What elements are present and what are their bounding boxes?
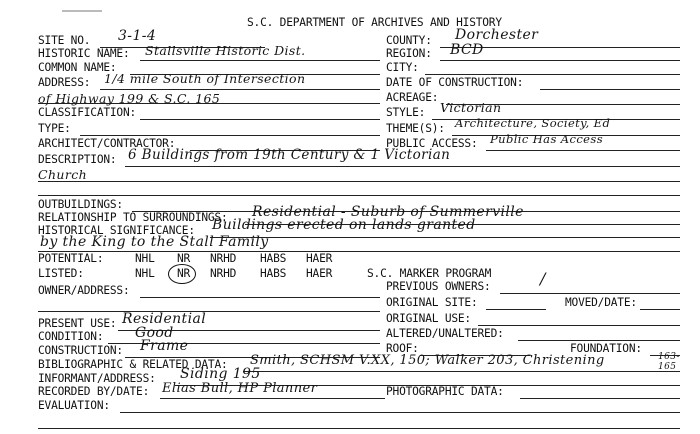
address-value-2: of Highway 199 & S.C. 165 [38, 91, 221, 106]
style-value: Victorian [440, 100, 502, 115]
style-label: STYLE: [386, 106, 426, 119]
condition-value: Good [135, 325, 174, 341]
description-line-1 [125, 166, 680, 167]
listed-nr: NR [177, 267, 191, 280]
themes-value: Architecture, Society, Ed [455, 116, 611, 130]
significance-line-1 [210, 237, 680, 238]
historic-name-line [140, 60, 380, 61]
address-label: ADDRESS: [38, 76, 91, 89]
city-label: CITY: [386, 61, 419, 74]
previous-owners-line [500, 293, 680, 294]
original-use-line [478, 325, 680, 326]
city-line [425, 74, 680, 75]
region-label: REGION: [386, 47, 432, 60]
listed-nr-circle [168, 264, 196, 284]
site-no-value: 3-1-4 [118, 28, 157, 44]
construction-label: CONSTRUCTION: [38, 344, 123, 357]
historic-name-label: HISTORIC NAME: [38, 47, 130, 60]
potential-nr: NR [177, 252, 191, 265]
description-line-3 [38, 195, 680, 196]
roof-label: ROOF: [386, 342, 419, 355]
potential-label: POTENTIAL: [38, 252, 104, 265]
marker-program-label: S.C. MARKER PROGRAM [367, 267, 492, 280]
owner-address-label: OWNER/ADDRESS: [38, 284, 130, 297]
evaluation-label: EVALUATION: [38, 399, 110, 412]
historical-significance-label: HISTORICAL SIGNIFICANCE: [38, 224, 195, 237]
evaluation-line-2 [38, 428, 680, 429]
present-use-label: PRESENT USE: [38, 317, 117, 330]
evaluation-line-1 [120, 412, 680, 413]
foundation-label: FOUNDATION: [570, 342, 642, 355]
acreage-label: ACREAGE: [386, 91, 439, 104]
altered-line [518, 340, 680, 341]
architect-label: ARCHITECT/CONTRACTOR: [38, 137, 176, 150]
public-access-value: Public Has Access [490, 132, 603, 146]
listed-habs: HABS [260, 267, 287, 280]
informant-value: Siding 195 [180, 366, 261, 382]
relationship-label: RELATIONSHIP TO SURROUNDINGS: [38, 211, 228, 224]
description-label: DESCRIPTION: [38, 153, 117, 166]
classification-line [140, 119, 380, 120]
description-value-2: Church [38, 167, 88, 182]
photographic-label: PHOTOGRAPHIC DATA: [386, 385, 504, 398]
county-label: COUNTY: [386, 34, 432, 47]
date-construction-line [540, 89, 680, 90]
public-access-line [486, 150, 680, 151]
listed-haer: HAER [306, 267, 333, 280]
date-construction-label: DATE OF CONSTRUCTION: [386, 76, 524, 89]
significance-value-1: Buildings erected on lands granted [212, 217, 476, 233]
significance-value-2: by the King to the Stall Family [40, 234, 269, 250]
previous-owners-label: PREVIOUS OWNERS: [386, 280, 491, 293]
region-line [440, 60, 680, 61]
classification-label: CLASSIFICATION: [38, 106, 137, 119]
bibliographic-pages: 163-165 [658, 352, 680, 372]
recorded-by-line [160, 398, 385, 399]
bibliographic-value: Smith, SCHSM V.XX, 150; Walker 203, Christening [250, 353, 605, 368]
recorded-by-label: RECORDED BY/DATE: [38, 385, 150, 398]
potential-nhl: NHL [135, 252, 155, 265]
scan-mark [62, 10, 102, 12]
moved-date-line [640, 309, 680, 310]
original-site-line [486, 309, 546, 310]
altered-label: ALTERED/UNALTERED: [386, 327, 504, 340]
type-line [80, 135, 380, 136]
form-title: S.C. DEPARTMENT OF ARCHIVES AND HISTORY [247, 16, 502, 29]
potential-habs: HABS [260, 252, 287, 265]
potential-haer: HAER [306, 252, 333, 265]
description-line-2 [38, 181, 680, 182]
marker-checkmark: / [540, 269, 546, 288]
relationship-value: Residential - Suburb of Summerville [252, 204, 524, 220]
recorded-by-value: Elias Bull, HP Planner [162, 381, 318, 396]
bibliographic-label: BIBLIOGRAPHIC & RELATED DATA: [38, 358, 228, 371]
owner-address-line-1 [140, 297, 380, 298]
construction-value: Frame [140, 338, 189, 354]
historic-name-value: Stallsville Historic Dist. [145, 43, 306, 58]
present-use-value: Residential [122, 311, 207, 327]
public-access-label: PUBLIC ACCESS: [386, 137, 478, 150]
bibliographic-line [243, 371, 680, 372]
condition-label: CONDITION: [38, 330, 104, 343]
address-value-1: 1/4 mile South of Intersection [104, 71, 306, 86]
themes-label: THEME(S): [386, 122, 445, 135]
original-use-label: ORIGINAL USE: [386, 312, 471, 325]
informant-label: INFORMANT/ADDRESS: [38, 372, 156, 385]
photographic-line [520, 398, 680, 399]
region-value: BCD [450, 42, 484, 58]
address-line-1 [100, 89, 380, 90]
type-label: TYPE: [38, 122, 71, 135]
owner-address-line-2 [38, 311, 380, 312]
listed-label: LISTED: [38, 267, 84, 280]
outbuildings-label: OUTBUILDINGS: [38, 198, 123, 211]
common-name-label: COMMON NAME: [38, 61, 117, 74]
listed-nhl: NHL [135, 267, 155, 280]
original-site-label: ORIGINAL SITE: [386, 296, 478, 309]
county-value: Dorchester [455, 27, 539, 43]
potential-nrhd: NRHD [210, 252, 237, 265]
listed-nrhd: NRHD [210, 267, 237, 280]
site-no-label: SITE NO. [38, 34, 91, 47]
moved-date-label: MOVED/DATE: [565, 296, 637, 309]
description-value-1: 6 Buildings from 19th Century & 1 Victorian [128, 147, 451, 163]
